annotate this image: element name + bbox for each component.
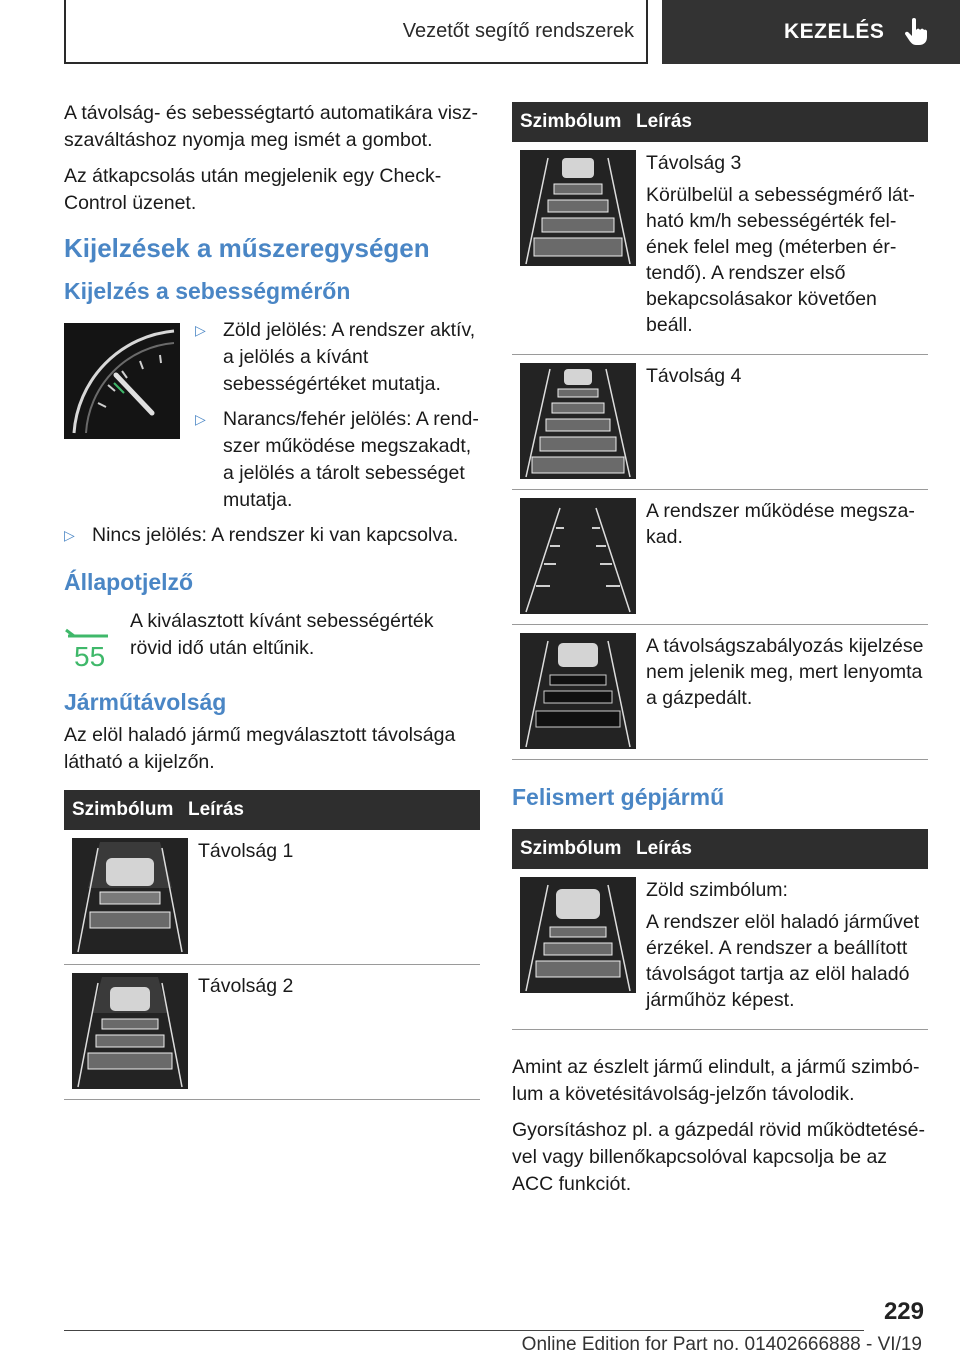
header-chapter-tab: KEZELÉS [662, 0, 960, 64]
speedometer-image [64, 323, 180, 439]
green-vehicle-image [520, 877, 636, 993]
status-description: A kiválasztott kívánt sebességérték rövid idő után eltűnik. [130, 610, 434, 659]
table-header: Szimbólum Leírás [512, 829, 928, 869]
table-row [512, 869, 928, 1030]
table-header: Szimbólum Leírás [512, 102, 928, 142]
subsection-heading: Felismert gépjármű [512, 784, 725, 810]
row-title: Távolság 3 [646, 152, 742, 174]
outro-paragraph: Amint az észlelt jármű elindult, a jármű szimbólum a követésitávolság-jelzőn távolodik. [512, 1056, 920, 1105]
table-row [512, 142, 928, 355]
list-item: ▷ Nincs jelölés: A rendszer ki van kapcsolva. [64, 522, 480, 549]
header-section-title: Vezetőt segítő rendszerek [64, 0, 648, 64]
left-column [64, 100, 480, 1100]
status-speed-icon [64, 608, 130, 673]
distance-table [64, 790, 480, 1100]
distance-2-image [72, 973, 188, 1089]
page-number: 229 [883, 1298, 924, 1325]
row-description: Távolság 1 [198, 840, 294, 862]
distance-table-continued [512, 102, 928, 760]
intro-paragraph: Az átkapcsolás után megjelenik egy Check-Control üzenet. [64, 165, 442, 214]
speedometer-indicator-row [64, 317, 480, 522]
distance-3-image [520, 150, 636, 266]
table-row [64, 965, 480, 1100]
right-column [512, 102, 928, 1207]
status-indicator-row [64, 608, 480, 673]
subsection-heading: Járműtávolság [64, 689, 227, 715]
row-description: Körülbelül a sebességmérő látható km/h sebességérték felének felel meg (méterben értendő). A rendszer első bekapcsolásakor követően beáll. [646, 184, 915, 336]
distance-4-image [520, 363, 636, 479]
row-title: A rendszer működése megszakad. [646, 500, 915, 548]
row-title: Távolság 4 [646, 365, 742, 387]
speed-marking-list [195, 317, 480, 522]
subsection-heading: Kijelzés a sebességmérőn [64, 278, 351, 304]
row-description: Távolság 2 [198, 975, 294, 997]
row-title: Zöld szimbólum: [646, 879, 788, 901]
table-row [512, 625, 928, 760]
row-description: A rendszer elöl haladó járművet érzékel. A rendszer a beállított távolságot tartja az elöl haladó járműhöz képest. [646, 911, 920, 1011]
system-interrupted-image [520, 498, 636, 614]
triangle-bullet-icon: ▷ [195, 411, 206, 427]
svg-text:55: 55 [74, 641, 106, 668]
triangle-bullet-icon: ▷ [195, 322, 206, 338]
distance-intro: Az elöl haladó jármű megválasztott távolsága látható a kijelzőn. [64, 724, 456, 773]
table-row [64, 830, 480, 965]
table-row [512, 355, 928, 490]
footer-divider [64, 1330, 864, 1331]
accelerator-pressed-image [520, 633, 636, 749]
section-heading: Kijelzések a műszeregységen [64, 233, 430, 263]
hand-pointer-icon [904, 18, 928, 46]
distance-1-image [72, 838, 188, 954]
outro-paragraph: Gyorsításhoz pl. a gázpedál rövid működtetésével vagy billenőkapcsolóval kapcsolja be az ACC funkciót. [512, 1119, 925, 1195]
row-title: A távolságszabályozás kijelzése nem jelenik meg, mert lenyomta a gázpedált. [646, 635, 924, 709]
table-row [512, 490, 928, 625]
intro-paragraph: A távolság- és sebességtartó automatikára viszszaváltáshoz nyomja meg ismét a gombot. [64, 102, 479, 151]
edition-note: Online Edition for Part no. 01402666888 - VI/19 [521, 1334, 922, 1355]
list-item: ▷ Zöld jelölés: A rendszer aktív, a jelölés a kívánt sebességértéket mutatja. [195, 317, 480, 398]
triangle-bullet-icon: ▷ [64, 527, 75, 543]
list-item: ▷ Narancs/fehér jelölés: A rendszer működése megszakadt, a jelölés a tárolt sebességet mutatja. [195, 406, 480, 514]
vehicle-detected-table [512, 829, 928, 1030]
subsection-heading: Állapotjelző [64, 569, 194, 595]
table-header: Szimbólum Leírás [64, 790, 480, 830]
